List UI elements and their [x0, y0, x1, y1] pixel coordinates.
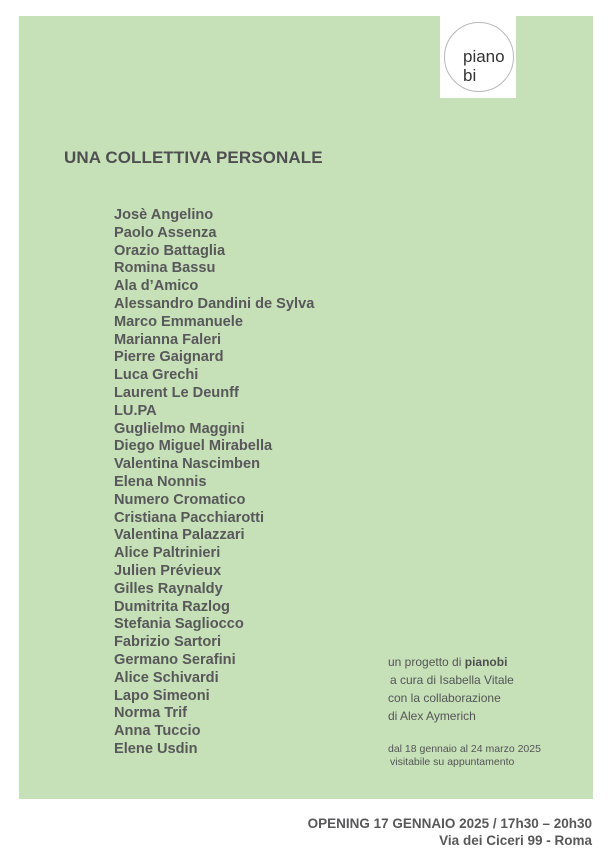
artist-name: Diego Miguel Mirabella [114, 438, 273, 455]
artist-name: Anna Tuccio [114, 723, 201, 740]
credits-block [388, 653, 514, 725]
collaboration-credit: con la collaborazione [388, 691, 501, 705]
artist-name: Luca Grechi [114, 367, 199, 384]
artist-name: Romina Bassu [114, 260, 216, 277]
artist-list [114, 207, 314, 759]
artist-name: Marianna Faleri [114, 331, 222, 348]
opening-datetime: OPENING 17 GENNAIO 2025 / 17h30 – 20h30 [307, 816, 592, 831]
artist-name: Alessandro Dandini de Sylva [114, 295, 315, 312]
artist-name: Paolo Assenza [114, 224, 217, 241]
logo-text-line1: piano [463, 47, 505, 66]
project-credit [388, 653, 514, 671]
artist-name: Ala d’Amico [114, 278, 199, 295]
artist-name: Orazio Battaglia [114, 242, 226, 259]
curator-credit: a cura di Isabella Vitale [390, 673, 514, 687]
artist-name: Alice Paltrinieri [114, 545, 221, 562]
project-name: pianobi [464, 655, 508, 669]
artist-name: Valentina Palazzari [114, 527, 245, 544]
artist-name: Elene Usdin [114, 740, 198, 757]
artist-name: Stefania Sagliocco [114, 616, 244, 633]
artist-name: Gilles Raynaldy [114, 580, 223, 597]
artist-name: Norma Trif [114, 705, 187, 722]
artist-name: Pierre Gaignard [114, 349, 224, 366]
artist-name: Dumitrita Razlog [114, 598, 230, 615]
artist-name: Cristiana Pacchiarotti [114, 509, 265, 526]
venue-address: Via dei Ciceri 99 - Roma [439, 833, 592, 848]
dates-block [388, 743, 541, 769]
artist-name: Fabrizio Sartori [114, 634, 222, 651]
artist-name: Alice Schivardi [114, 669, 219, 686]
date-range: dal 18 gennaio al 24 marzo 2025 [388, 743, 541, 755]
opening-info [308, 815, 592, 849]
artist-name: Laurent Le Deunff [114, 384, 239, 401]
artist-name: Guglielmo Maggini [114, 420, 245, 437]
artist-name: Julien Prévieux [114, 562, 222, 579]
visit-info: visitabile su appuntamento [390, 756, 515, 768]
artist-name: Josè Angelino [114, 207, 214, 223]
artist-name: Numero Cromatico [114, 491, 246, 508]
exhibition-title: UNA COLLETTIVA PERSONALE [64, 148, 323, 167]
artist-name: Elena Nonnis [114, 473, 207, 490]
project-prefix: un progetto di [388, 655, 465, 669]
logo-text-line2: bi [463, 66, 477, 85]
pianobi-logo [440, 16, 516, 98]
artist-name: Lapo Simeoni [114, 687, 210, 704]
artist-name: LU.PA [114, 402, 157, 419]
collaborator-name: di Alex Aymerich [388, 709, 476, 723]
artist-name: Germano Serafini [114, 651, 236, 668]
artist-name: Marco Emmanuele [114, 313, 243, 330]
artist-name: Valentina Nascimben [114, 456, 260, 473]
